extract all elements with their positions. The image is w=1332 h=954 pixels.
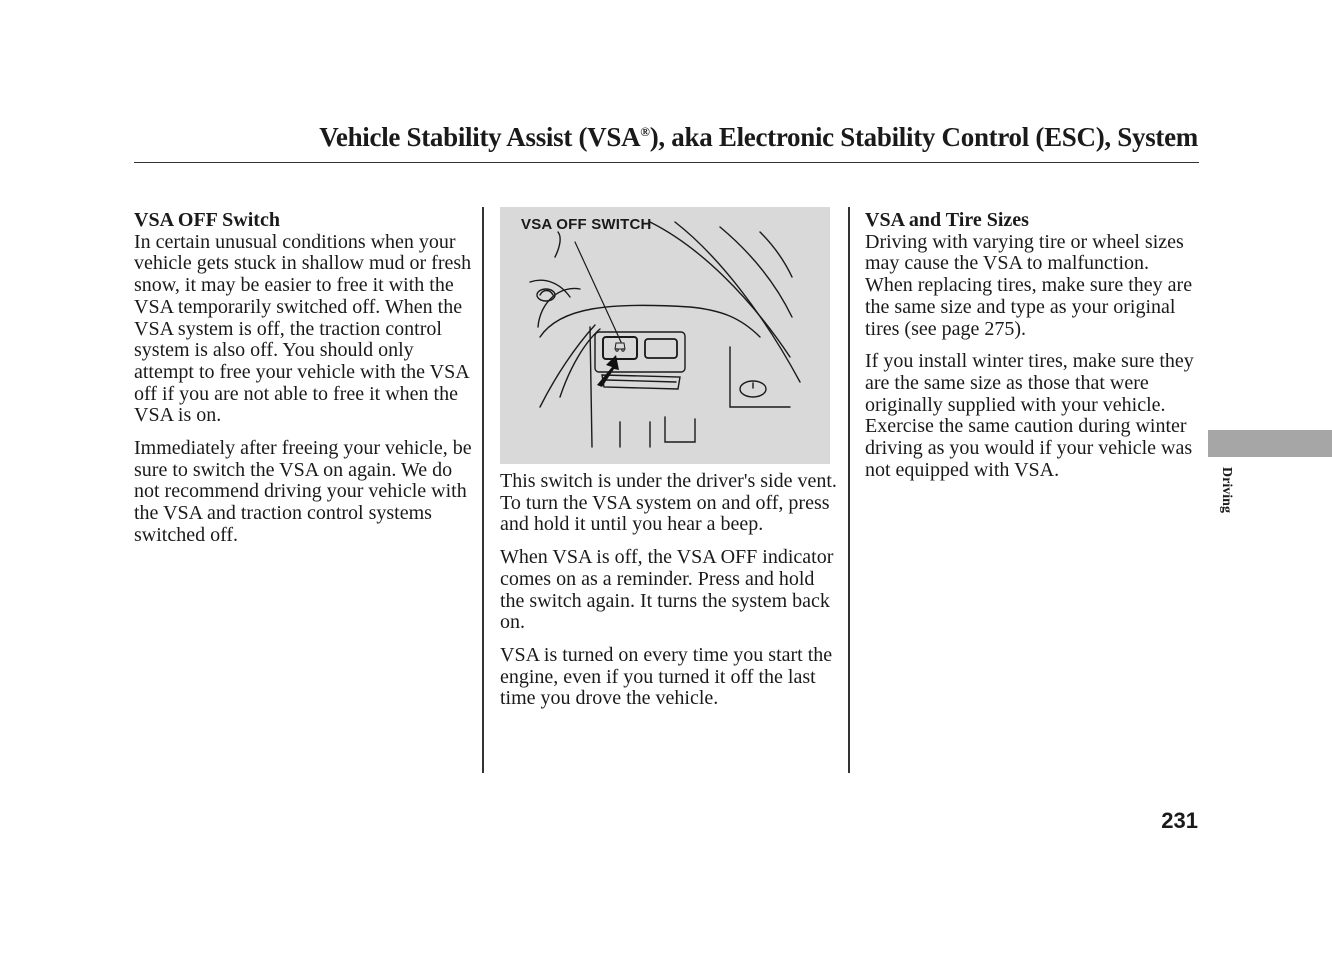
column-divider [848,207,850,773]
paragraph: In certain unusual conditions when your vehicle gets stuck in shallow mud or fresh snow, it may be easier to free it with the VSA temporarily switched off. When the VSA system is off, the traction control system is also off. You should only attempt to free your vehicle with the VSA off if you are not able to free it when the VSA is on. [134,230,472,427]
right-column [865,210,1200,492]
vsa-off-switch-illustration [500,207,830,464]
paragraph: If you install winter tires, make sure they are the same size as those that were originally supplied with your vehicle. Exercise the same caution during winter driving as you would if your vehicle was not equipped with VSA. [865,350,1194,481]
chapter-label: Driving [1218,467,1234,513]
page-title: Vehicle Stability Assist (VSA®), aka Electronic Stability Control (ESC), System [319,122,1198,152]
paragraph: Immediately after freeing your vehicle, be sure to switch the VSA on again. We do not recommend driving your vehicle with the VSA and traction control systems switched off. [134,437,472,546]
middle-column [500,471,840,721]
chapter-tab [1208,430,1332,457]
paragraph: Driving with varying tire or wheel sizes may cause the VSA to malfunction. When replacing tires, make sure they are the same size and type as your original tires (see page 275). [865,230,1193,340]
dashboard-drawing [500,207,830,464]
section-heading-vsa-tire-sizes: VSA and Tire Sizes [865,209,1029,231]
paragraph: This switch is under the driver's side vent. To turn the VSA system on and off, press and hold it until you hear a beep. [500,470,837,536]
left-column [134,210,474,558]
page-number: 231 [1161,808,1198,833]
title-rule [134,162,1199,163]
paragraph: When VSA is off, the VSA OFF indicator comes on as a reminder. Press and hold the switch again. It turns the system back on. [500,546,834,634]
paragraph: VSA is turned on every time you start the engine, even if you turned it off the last time you drove the vehicle. [500,643,833,710]
column-divider [482,207,484,773]
section-heading-vsa-off-switch: VSA OFF Switch [134,209,280,231]
figure-label: VSA OFF SWITCH [521,216,652,233]
registered-mark: ® [640,124,650,139]
